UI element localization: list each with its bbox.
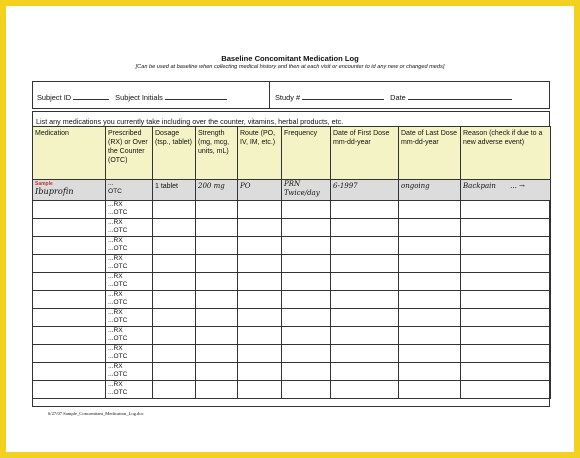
cell-first-dose[interactable] [331, 237, 399, 255]
medication-log-grid [32, 111, 550, 407]
otc-option[interactable]: ...OTC [108, 353, 128, 360]
table-row [33, 291, 551, 309]
cell-reason[interactable] [461, 273, 551, 291]
cell-last-dose[interactable] [399, 237, 461, 255]
cell-dosage[interactable] [153, 309, 196, 327]
table-row [33, 309, 551, 327]
date-blank[interactable] [408, 92, 512, 100]
cell-dosage[interactable] [153, 345, 196, 363]
cell-rx-otc[interactable] [106, 381, 153, 399]
col-medication: Medication [33, 127, 106, 180]
cell-frequency[interactable] [282, 201, 331, 219]
cell-medication[interactable] [33, 363, 106, 381]
footer-note: 6/27/07 Sample_Concomitant_Medication_Log.doc [48, 411, 144, 416]
cell-rx-otc[interactable] [106, 291, 153, 309]
col-first-dose: Date of First Dose mm-dd-year [331, 127, 399, 180]
study-field[interactable] [275, 92, 512, 102]
table-row [33, 345, 551, 363]
cell-medication[interactable] [33, 273, 106, 291]
cell-dosage[interactable] [153, 327, 196, 345]
col-route: Route (PO, IV, IM, etc.) [238, 127, 282, 180]
cell-reason[interactable] [461, 381, 551, 399]
cell-first-dose[interactable] [331, 345, 399, 363]
sample-label: Sample [35, 181, 53, 187]
sample-medication: Ibuprofin [35, 186, 74, 196]
cell-medication[interactable] [33, 201, 106, 219]
cell-first-dose[interactable] [331, 273, 399, 291]
sample-rx-otc-cell [106, 180, 153, 201]
cell-frequency[interactable] [282, 363, 331, 381]
rx-option[interactable]: ...RX [108, 273, 123, 280]
otc-option[interactable]: ...OTC [108, 263, 128, 270]
cell-strength[interactable] [196, 273, 238, 291]
page-subtitle: [Can be used at baseline when collecting medical history and then at each visit or encounter to id any new or changed meds] [135, 64, 445, 70]
subject-initials-blank[interactable] [165, 92, 227, 100]
id-divider [269, 82, 270, 108]
sample-reason-cell [461, 180, 551, 201]
cell-first-dose[interactable] [331, 201, 399, 219]
table-row [33, 237, 551, 255]
cell-dosage[interactable] [153, 291, 196, 309]
cell-rx-otc[interactable] [106, 309, 153, 327]
cell-frequency[interactable] [282, 381, 331, 399]
cell-route[interactable] [238, 309, 282, 327]
cell-last-dose[interactable] [399, 201, 461, 219]
cell-strength[interactable] [196, 237, 238, 255]
cell-strength[interactable] [196, 201, 238, 219]
cell-medication[interactable] [33, 219, 106, 237]
cell-route[interactable] [238, 381, 282, 399]
otc-option[interactable]: ...OTC [108, 317, 128, 324]
sample-frequency-cell [282, 180, 331, 201]
cell-first-dose[interactable] [331, 327, 399, 345]
cell-route[interactable] [238, 363, 282, 381]
cell-strength[interactable] [196, 381, 238, 399]
cell-last-dose[interactable] [399, 219, 461, 237]
cell-medication[interactable] [33, 291, 106, 309]
cell-last-dose[interactable] [399, 381, 461, 399]
cell-frequency[interactable] [282, 345, 331, 363]
cell-first-dose[interactable] [331, 309, 399, 327]
arrow-icon: → [519, 182, 525, 190]
cell-reason[interactable] [461, 237, 551, 255]
sample-first-dose: 6-1997 [331, 180, 399, 201]
rx-option[interactable]: ...RX [108, 255, 123, 262]
cell-medication[interactable] [33, 237, 106, 255]
cell-last-dose[interactable] [399, 255, 461, 273]
cell-strength[interactable] [196, 309, 238, 327]
cell-rx-otc[interactable] [106, 219, 153, 237]
cell-frequency[interactable] [282, 237, 331, 255]
cell-rx-otc[interactable] [106, 345, 153, 363]
table-row [33, 363, 551, 381]
rx-option[interactable]: ...RX [108, 237, 123, 244]
cell-medication[interactable] [33, 327, 106, 345]
cell-strength[interactable] [196, 327, 238, 345]
subject-initials-label: Subject Initials [115, 93, 163, 102]
study-label: Study # [275, 93, 301, 102]
table-row [33, 219, 551, 237]
cell-route[interactable] [238, 327, 282, 345]
cell-reason[interactable] [461, 255, 551, 273]
sample-frequency-2: Twice/day [284, 189, 320, 197]
cell-strength[interactable] [196, 219, 238, 237]
cell-last-dose[interactable] [399, 327, 461, 345]
cell-frequency[interactable] [282, 309, 331, 327]
rx-option[interactable]: ...RX [108, 381, 123, 388]
cell-strength[interactable] [196, 291, 238, 309]
cell-strength[interactable] [196, 255, 238, 273]
cell-route[interactable] [238, 291, 282, 309]
col-frequency: Frequency [282, 127, 331, 180]
subject-id-field[interactable] [37, 92, 227, 102]
sample-medication-cell [33, 180, 106, 201]
cell-medication[interactable] [33, 381, 106, 399]
cell-dosage[interactable] [153, 363, 196, 381]
sample-last-dose: ongoing [399, 180, 461, 201]
cell-reason[interactable] [461, 363, 551, 381]
cell-rx-otc[interactable] [106, 201, 153, 219]
cell-route[interactable] [238, 219, 282, 237]
cell-route[interactable] [238, 273, 282, 291]
cell-dosage[interactable] [153, 237, 196, 255]
cell-dosage[interactable] [153, 255, 196, 273]
sample-frequency-1: PRN [284, 180, 301, 188]
sample-reason-mark: ... [510, 182, 517, 190]
table-row [33, 327, 551, 345]
cell-first-dose[interactable] [331, 255, 399, 273]
table-header-row [33, 127, 551, 180]
cell-strength[interactable] [196, 363, 238, 381]
rx-option[interactable]: ...RX [108, 327, 123, 334]
study-blank[interactable] [302, 92, 384, 100]
col-reason: Reason (check if due to a new adverse event) [461, 127, 551, 180]
col-dosage: Dosage (tsp., tablet) [153, 127, 196, 180]
rx-option[interactable]: ...RX [108, 345, 123, 352]
cell-last-dose[interactable] [399, 363, 461, 381]
rx-option[interactable]: ...RX [108, 291, 123, 298]
cell-reason[interactable] [461, 327, 551, 345]
cell-frequency[interactable] [282, 219, 331, 237]
cell-dosage[interactable] [153, 219, 196, 237]
cell-dosage[interactable] [153, 273, 196, 291]
cell-frequency[interactable] [282, 255, 331, 273]
subject-info-box [32, 81, 550, 109]
sample-row [33, 180, 551, 201]
cell-medication[interactable] [33, 309, 106, 327]
cell-medication[interactable] [33, 255, 106, 273]
sample-strength: 200 mg [196, 180, 238, 201]
cell-first-dose[interactable] [331, 363, 399, 381]
cell-route[interactable] [238, 255, 282, 273]
rx-option[interactable]: ...RX [108, 309, 123, 316]
cell-last-dose[interactable] [399, 345, 461, 363]
cell-rx-otc[interactable] [106, 273, 153, 291]
cell-frequency[interactable] [282, 291, 331, 309]
col-strength: Strength (mg, mcg, units, mL) [196, 127, 238, 180]
cell-reason[interactable] [461, 201, 551, 219]
cell-frequency[interactable] [282, 327, 331, 345]
table-row [33, 273, 551, 291]
cell-rx-otc[interactable] [106, 327, 153, 345]
rx-option[interactable]: ...RX [108, 219, 123, 226]
cell-first-dose[interactable] [331, 291, 399, 309]
sample-rx: ... [108, 180, 114, 187]
cell-reason[interactable] [461, 291, 551, 309]
cell-reason[interactable] [461, 309, 551, 327]
date-label: Date [390, 93, 406, 102]
cell-dosage[interactable] [153, 201, 196, 219]
cell-reason[interactable] [461, 345, 551, 363]
otc-option[interactable]: ...OTC [108, 335, 128, 342]
cell-rx-otc[interactable] [106, 255, 153, 273]
cell-first-dose[interactable] [331, 381, 399, 399]
sample-dosage: 1 tablet [153, 180, 196, 201]
cell-rx-otc[interactable] [106, 363, 153, 381]
page-title: Baseline Concomitant Medication Log [221, 54, 359, 63]
cell-medication[interactable] [33, 345, 106, 363]
table-row [33, 255, 551, 273]
cell-first-dose[interactable] [331, 219, 399, 237]
table-row [33, 381, 551, 399]
sample-route: PO [238, 180, 282, 201]
cell-last-dose[interactable] [399, 273, 461, 291]
cell-rx-otc[interactable] [106, 237, 153, 255]
cell-dosage[interactable] [153, 381, 196, 399]
subject-id-label: Subject ID [37, 93, 72, 102]
table-row [33, 201, 551, 219]
rx-option[interactable]: ...RX [108, 201, 123, 208]
otc-option[interactable]: ...OTC [108, 209, 128, 216]
cell-reason[interactable] [461, 219, 551, 237]
cell-route[interactable] [238, 345, 282, 363]
otc-option[interactable]: ...OTC [108, 227, 128, 234]
col-last-dose: Date of Last Dose mm-dd-year [399, 127, 461, 180]
cell-last-dose[interactable] [399, 291, 461, 309]
cell-strength[interactable] [196, 345, 238, 363]
cell-frequency[interactable] [282, 273, 331, 291]
subject-id-blank[interactable] [73, 92, 109, 100]
otc-option[interactable]: ...OTC [108, 389, 128, 396]
otc-option[interactable]: ...OTC [108, 299, 128, 306]
otc-option[interactable]: ...OTC [108, 281, 128, 288]
medication-table [32, 126, 551, 399]
cell-route[interactable] [238, 237, 282, 255]
cell-last-dose[interactable] [399, 309, 461, 327]
document-page [6, 6, 574, 452]
otc-option[interactable]: ...OTC [108, 371, 128, 378]
cell-route[interactable] [238, 201, 282, 219]
instruction-text: List any medications you currently take including over the counter, vitamins, herbal products, etc. [36, 117, 344, 126]
col-rx-otc: Prescribed (RX) or Over the Counter (OTC) [106, 127, 153, 180]
sample-otc: OTC [108, 188, 122, 195]
otc-option[interactable]: ...OTC [108, 245, 128, 252]
rx-option[interactable]: ...RX [108, 363, 123, 370]
sample-reason: Backpain [463, 182, 496, 190]
